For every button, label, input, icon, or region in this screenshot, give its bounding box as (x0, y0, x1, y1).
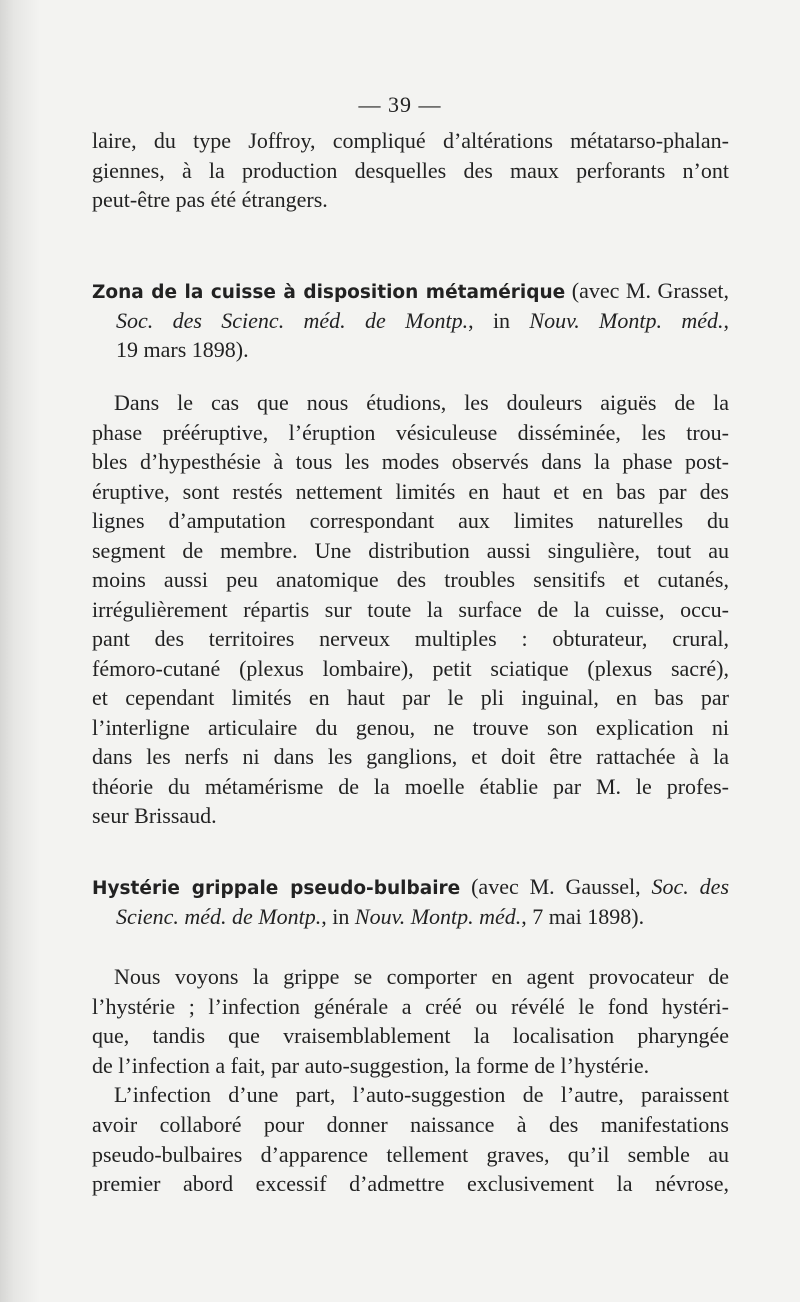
reference-date: , 7 mai 1898). (521, 903, 645, 929)
text-line: éruptive, sont restés nettement limités en haut et en bas par des (92, 478, 729, 504)
text-line: théorie du métamérisme de la moelle établie par M. le profes- (92, 773, 729, 799)
text-line: lignes d’amputation correspondant aux limites naturelles du (92, 508, 729, 533)
text-line: Dans le cas que nous étudions, les douleurs aiguës de la (114, 390, 729, 415)
text-line: que, tandis que vraisemblablement la localisation pharyngée (92, 1023, 729, 1049)
reference-zona (92, 276, 729, 365)
reference-authors: (avec M. Gaussel, (460, 874, 652, 899)
text-line: peut-être pas été étrangers. (92, 187, 328, 212)
text-line: pant des territoires nerveux multiples : obturateur, crural, (92, 626, 729, 651)
intro-paragraph (92, 126, 729, 215)
text-line: l’interligne articulaire du genou, ne trouve son explication ni (92, 714, 729, 740)
text-line: giennes, à la production desquelles des maux perforants n’ont (92, 157, 729, 183)
text-line: laire, du type Joffroy, compliqué d’altérations métatarso-phalan- (92, 128, 729, 153)
journal-name: Soc. des (651, 874, 730, 899)
text-line: Nous voyons la grippe se comporter en agent provocateur de (114, 964, 729, 989)
text-line: premier abord excessif d’admettre exclusivement la névrose, (92, 1171, 729, 1197)
text-line: l’hystérie ; l’infection générale a créé ou révélé le fond hystéri- (92, 993, 729, 1019)
journal-name: Nouv. Montp. méd. (354, 903, 522, 929)
journal-name: Soc. des Scienc. méd. de Montp. (116, 307, 469, 333)
journal-name: Scienc. méd. de Montp. (116, 903, 322, 929)
reference-title: Zona de la cuisse à disposition métamérique (92, 282, 566, 303)
text-line: irrégulièrement répartis sur toute la surface de la cuisse, occu- (92, 596, 729, 622)
text-line: L’infection d’une part, l’auto-suggestion de l’autre, paraissent (114, 1082, 729, 1108)
text-line: moins aussi peu anatomique des troubles sensitifs et cutanés, (92, 567, 729, 592)
text-line: bles d’hypesthésie à tous les modes observés dans la phase post- (92, 449, 729, 474)
reference-separator: , in (321, 903, 355, 929)
reference-line (92, 872, 729, 902)
reference-line (92, 306, 729, 336)
reference-line (92, 902, 729, 932)
text-line: de l’infection a fait, par auto-suggestion, la forme de l’hystérie. (92, 1052, 650, 1078)
reference-authors: (avec M. Grasset, (565, 278, 729, 303)
reference-title: Hystérie grippale pseudo-bulbaire (92, 878, 461, 899)
body-paragraph-hysterie (92, 962, 729, 1199)
text-line: dans les nerfs ni dans les ganglions, et doit être rattachée à la (92, 744, 729, 769)
reference-date: 19 mars 1898). (116, 337, 249, 362)
reference-line (92, 276, 729, 306)
journal-name: Nouv. Montp. méd. (529, 307, 724, 333)
page-number: — 39 — (358, 92, 442, 117)
body-paragraph-zona (92, 388, 729, 831)
text-line: seur Brissaud. (92, 803, 217, 828)
reference-hysterie (92, 872, 729, 931)
text-line: fémoro-cutané (plexus lombaire), petit sciatique (plexus sacré), (92, 655, 729, 681)
text-line: avoir collaboré pour donner naissance à des manifestations (92, 1111, 729, 1137)
page-binding-shadow (0, 0, 40, 1302)
text-line: segment de membre. Une distribution aussi singulière, tout au (92, 537, 729, 563)
reference-separator: , (723, 307, 729, 333)
text-line: phase prééruptive, l’éruption vésiculeuse disséminée, les trou- (92, 419, 729, 445)
text-line: et cependant limités en haut par le pli inguinal, en bas par (92, 685, 729, 710)
reference-separator: , in (468, 307, 530, 333)
text-line: pseudo-bulbaires d’apparence tellement graves, qu’il semble au (92, 1141, 729, 1167)
